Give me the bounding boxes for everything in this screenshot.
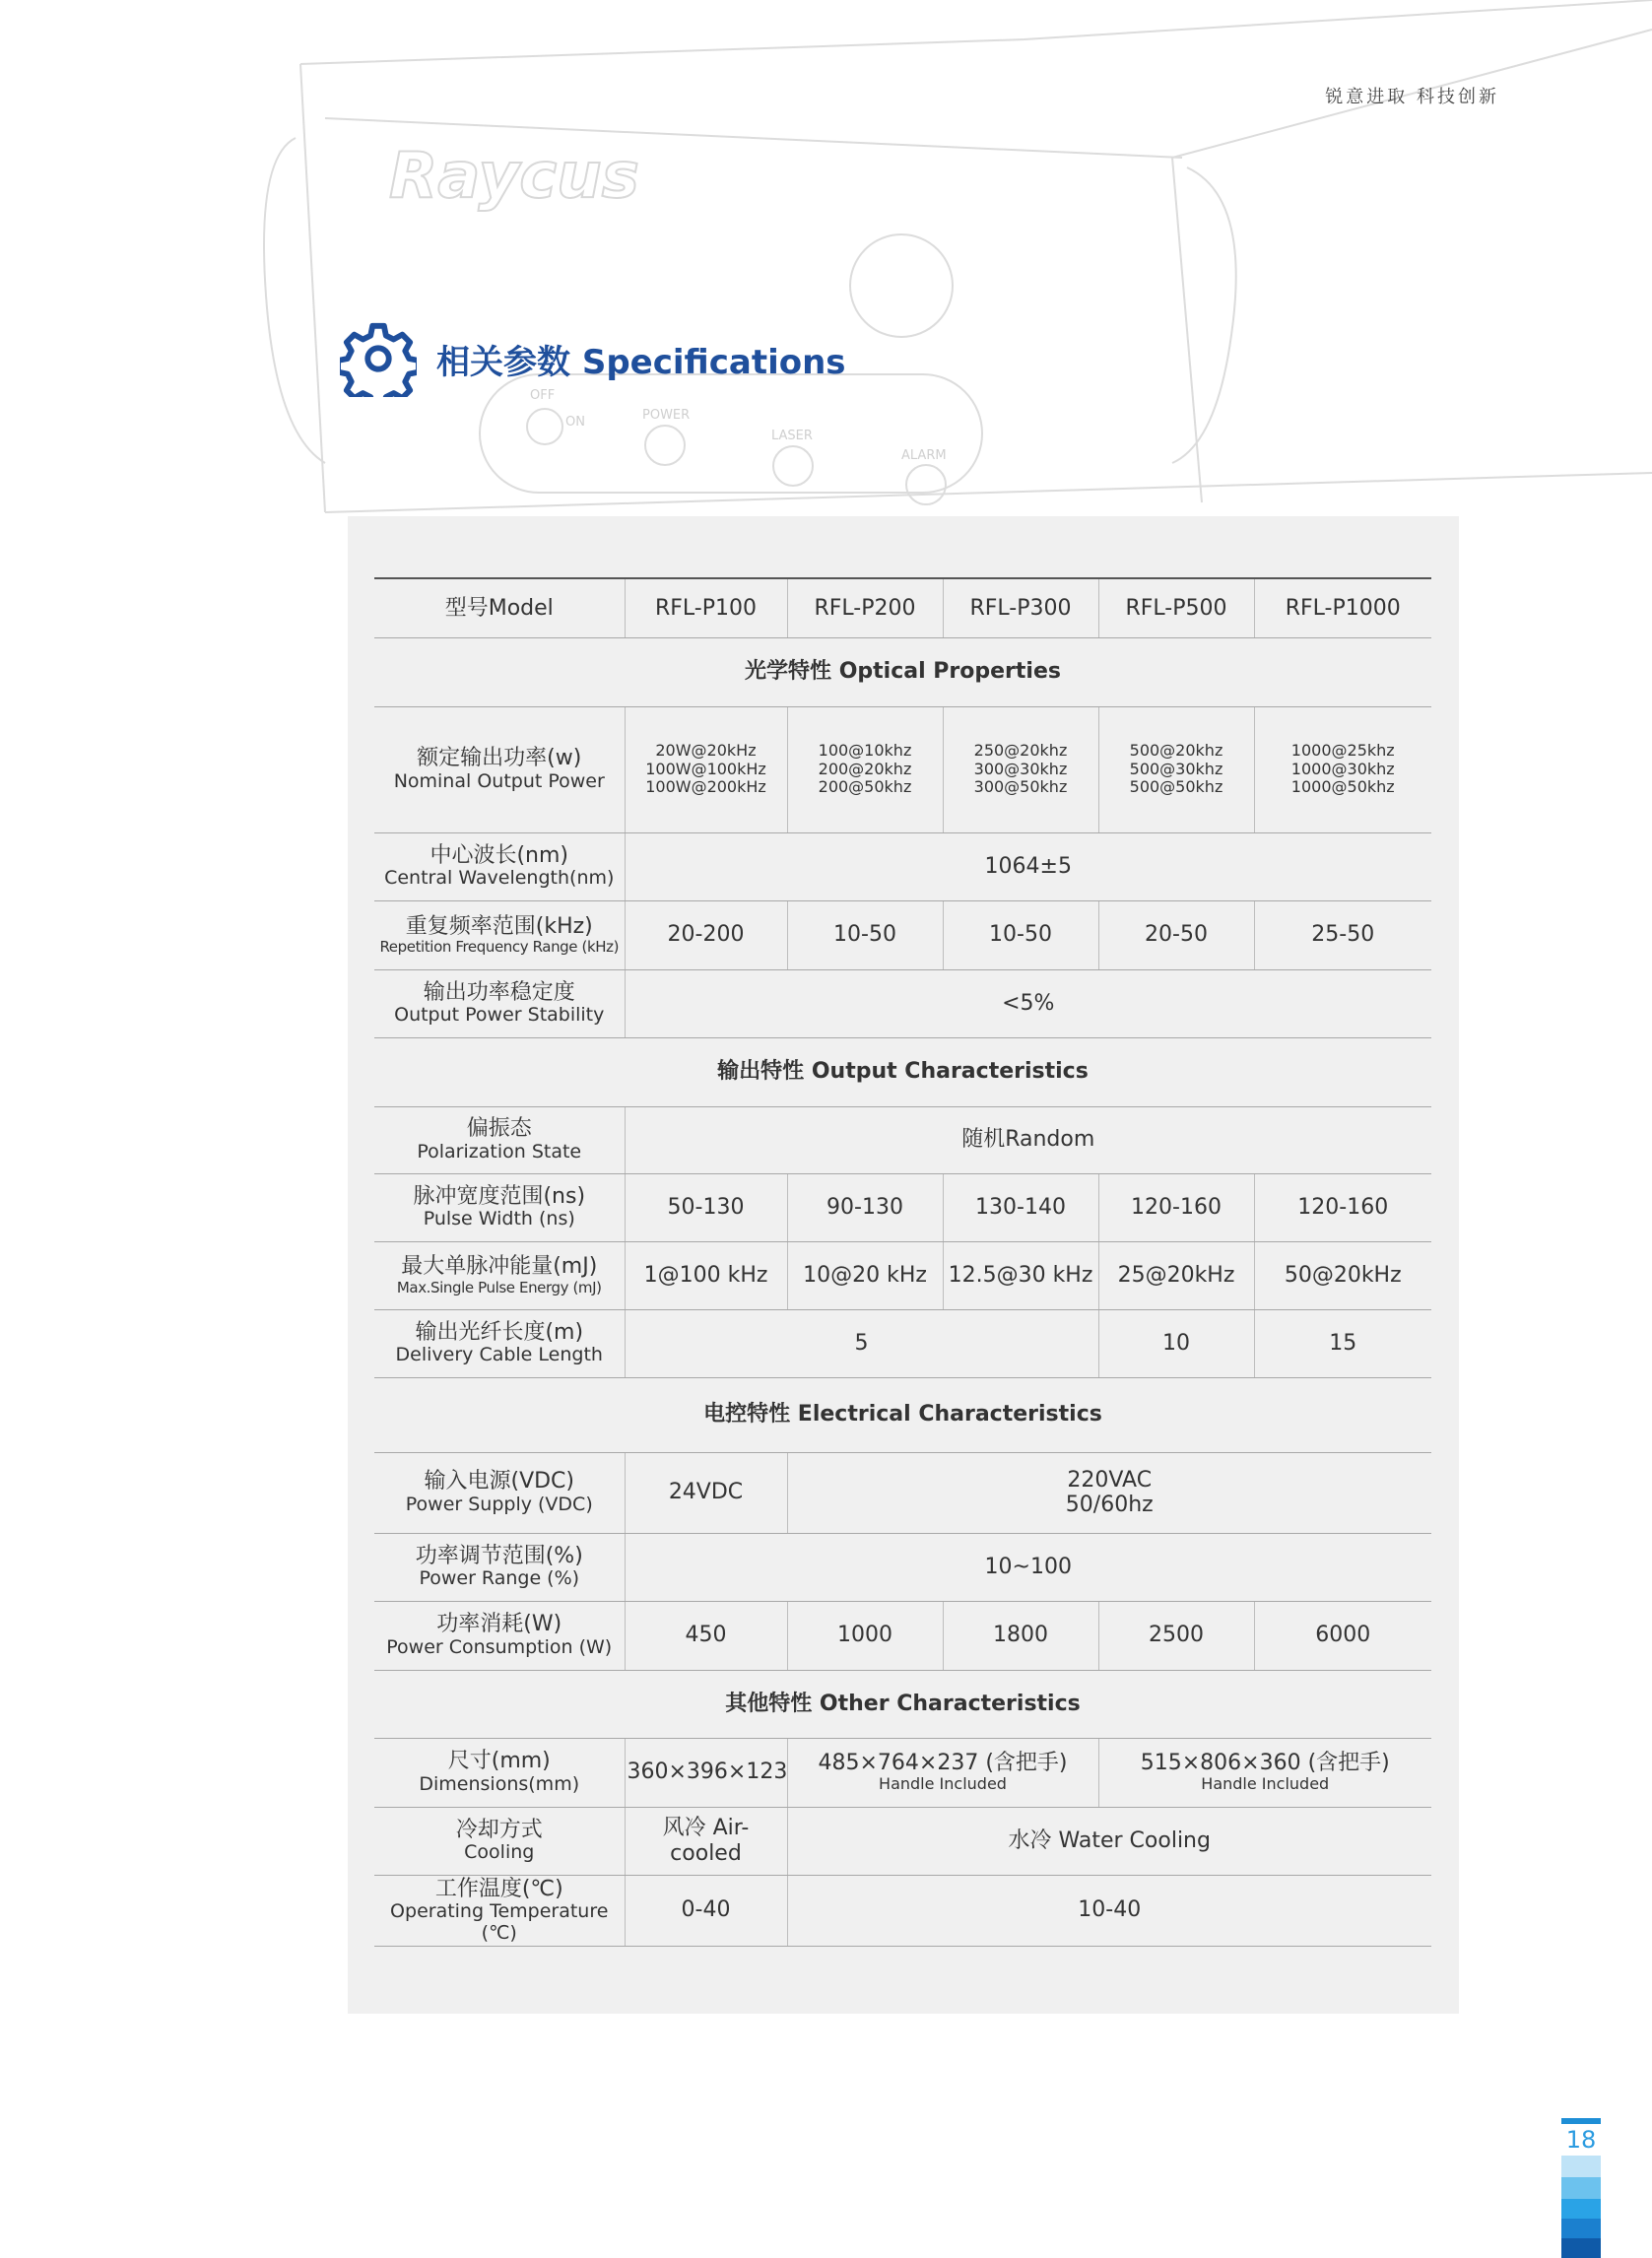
svg-text:OFF: OFF: [530, 388, 556, 403]
section-row-output: [374, 1037, 1431, 1106]
model-p200: RFL-P200: [787, 578, 943, 637]
table-row: [374, 1241, 1431, 1309]
param-label: 脉冲宽度范围(ns) Pulse Width (ns): [374, 1173, 625, 1241]
svg-text:ALARM: ALARM: [901, 448, 947, 463]
section-electrical-title: 电控特性 Electrical Characteristics: [374, 1377, 1431, 1452]
section-row-other: [374, 1670, 1431, 1738]
svg-text:LASER: LASER: [771, 429, 813, 443]
temperature-others: 10-40: [787, 1875, 1431, 1946]
table-row: [374, 1452, 1431, 1533]
brand-logo: Raycus: [389, 140, 639, 213]
consumption-p200: 1000: [787, 1601, 943, 1670]
consumption-p300: 1800: [943, 1601, 1098, 1670]
table-row: [374, 969, 1431, 1037]
nominal-power-p300: 250@20khz 300@30khz 300@50khz: [943, 706, 1098, 832]
page-number: 18: [1565, 2126, 1597, 2154]
param-label: 功率消耗(W) Power Consumption (W): [374, 1601, 625, 1670]
model-p1000: RFL-P1000: [1254, 578, 1431, 637]
cable-length-p100-p300: 5: [625, 1309, 1098, 1377]
cooling-others: 水冷 Water Cooling: [787, 1807, 1431, 1875]
consumption-p1000: 6000: [1254, 1601, 1431, 1670]
section-other-title: 其他特性 Other Characteristics: [374, 1670, 1431, 1738]
param-label: 额定输出功率(w) Nominal Output Power: [374, 706, 625, 832]
temperature-p100: 0-40: [625, 1875, 787, 1946]
svg-text:POWER: POWER: [642, 408, 691, 423]
table-row: [374, 832, 1431, 900]
dimensions-p500-p1000: 515×806×360 (含把手) Handle Included: [1098, 1738, 1431, 1807]
pulse-energy-p100: 1@100 kHz: [625, 1241, 787, 1309]
model-p500: RFL-P500: [1098, 578, 1254, 637]
cable-length-p500: 10: [1098, 1309, 1254, 1377]
power-supply-others: 220VAC 50/60hz: [787, 1452, 1431, 1533]
rep-freq-p1000: 25-50: [1254, 900, 1431, 969]
pulse-width-p300: 130-140: [943, 1173, 1098, 1241]
param-label: 输出光纤长度(m) Delivery Cable Length: [374, 1309, 625, 1377]
table-row: [374, 1106, 1431, 1173]
pulse-energy-p300: 12.5@30 kHz: [943, 1241, 1098, 1309]
svg-text:ON: ON: [565, 415, 585, 430]
table-row: [374, 1807, 1431, 1875]
section-row-electrical: [374, 1377, 1431, 1452]
param-label: 输入电源(VDC) Power Supply (VDC): [374, 1452, 625, 1533]
table-row: [374, 1173, 1431, 1241]
section-row-optical: [374, 637, 1431, 706]
pulse-width-p200: 90-130: [787, 1173, 943, 1241]
model-p100: RFL-P100: [625, 578, 787, 637]
consumption-p500: 2500: [1098, 1601, 1254, 1670]
rep-freq-p500: 20-50: [1098, 900, 1254, 969]
consumption-p100: 450: [625, 1601, 787, 1670]
param-label: 输出功率稳定度 Output Power Stability: [374, 969, 625, 1037]
company-slogan: 锐意进取 科技创新: [1325, 87, 1499, 107]
rep-freq-p100: 20-200: [625, 900, 787, 969]
specifications-table: [374, 577, 1431, 1947]
pulse-energy-p1000: 50@20kHz: [1254, 1241, 1431, 1309]
dimensions-p200-p300: 485×764×237 (含把手) Handle Included: [787, 1738, 1098, 1807]
pulse-width-p500: 120-160: [1098, 1173, 1254, 1241]
pulse-width-p1000: 120-160: [1254, 1173, 1431, 1241]
stability-value: <5%: [625, 969, 1431, 1037]
section-output-title: 输出特性 Output Characteristics: [374, 1037, 1431, 1106]
table-row: [374, 1738, 1431, 1807]
table-row: [374, 1601, 1431, 1670]
param-label: 功率调节范围(%) Power Range (%): [374, 1533, 625, 1601]
cooling-p100: 风冷 Air-cooled: [625, 1807, 787, 1875]
param-label: 偏振态 Polarization State: [374, 1106, 625, 1173]
table-row: [374, 1309, 1431, 1377]
wavelength-value: 1064±5: [625, 832, 1431, 900]
param-label: 最大单脉冲能量(mJ) Max.Single Pulse Energy (mJ): [374, 1241, 625, 1309]
rep-freq-p300: 10-50: [943, 900, 1098, 969]
dimensions-p100: 360×396×123: [625, 1738, 787, 1807]
pulse-energy-p200: 10@20 kHz: [787, 1241, 943, 1309]
pulse-width-p100: 50-130: [625, 1173, 787, 1241]
model-label: 型号Model: [374, 578, 625, 637]
section-optical-title: 光学特性 Optical Properties: [374, 637, 1431, 706]
nominal-power-p200: 100@10khz 200@20khz 200@50khz: [787, 706, 943, 832]
table-header-row: [374, 578, 1431, 637]
cable-length-p1000: 15: [1254, 1309, 1431, 1377]
param-label: 工作温度(℃) Operating Temperature (℃): [374, 1875, 625, 1946]
param-label: 尺寸(mm) Dimensions(mm): [374, 1738, 625, 1807]
gear-icon: [340, 320, 417, 397]
nominal-power-p500: 500@20khz 500@30khz 500@50khz: [1098, 706, 1254, 832]
page-title: 相关参数 Specifications: [436, 342, 846, 382]
power-supply-p100: 24VDC: [625, 1452, 787, 1533]
power-range-value: 10~100: [625, 1533, 1431, 1601]
table-row: [374, 1533, 1431, 1601]
param-label: 中心波长(nm) Central Wavelength(nm): [374, 832, 625, 900]
table-row: [374, 900, 1431, 969]
param-label: 重复频率范围(kHz) Repetition Frequency Range (kHz): [374, 900, 625, 969]
param-label: 冷却方式 Cooling: [374, 1807, 625, 1875]
polarization-value: 随机Random: [625, 1106, 1431, 1173]
section-title: [340, 320, 846, 397]
model-p300: RFL-P300: [943, 578, 1098, 637]
table-row: [374, 1875, 1431, 1946]
rep-freq-p200: 10-50: [787, 900, 943, 969]
nominal-power-p1000: 1000@25khz 1000@30khz 1000@50khz: [1254, 706, 1431, 832]
pulse-energy-p500: 25@20kHz: [1098, 1241, 1254, 1309]
nominal-power-p100: 20W@20kHz 100W@100kHz 100W@200kHz: [625, 706, 787, 832]
table-row: [374, 706, 1431, 832]
